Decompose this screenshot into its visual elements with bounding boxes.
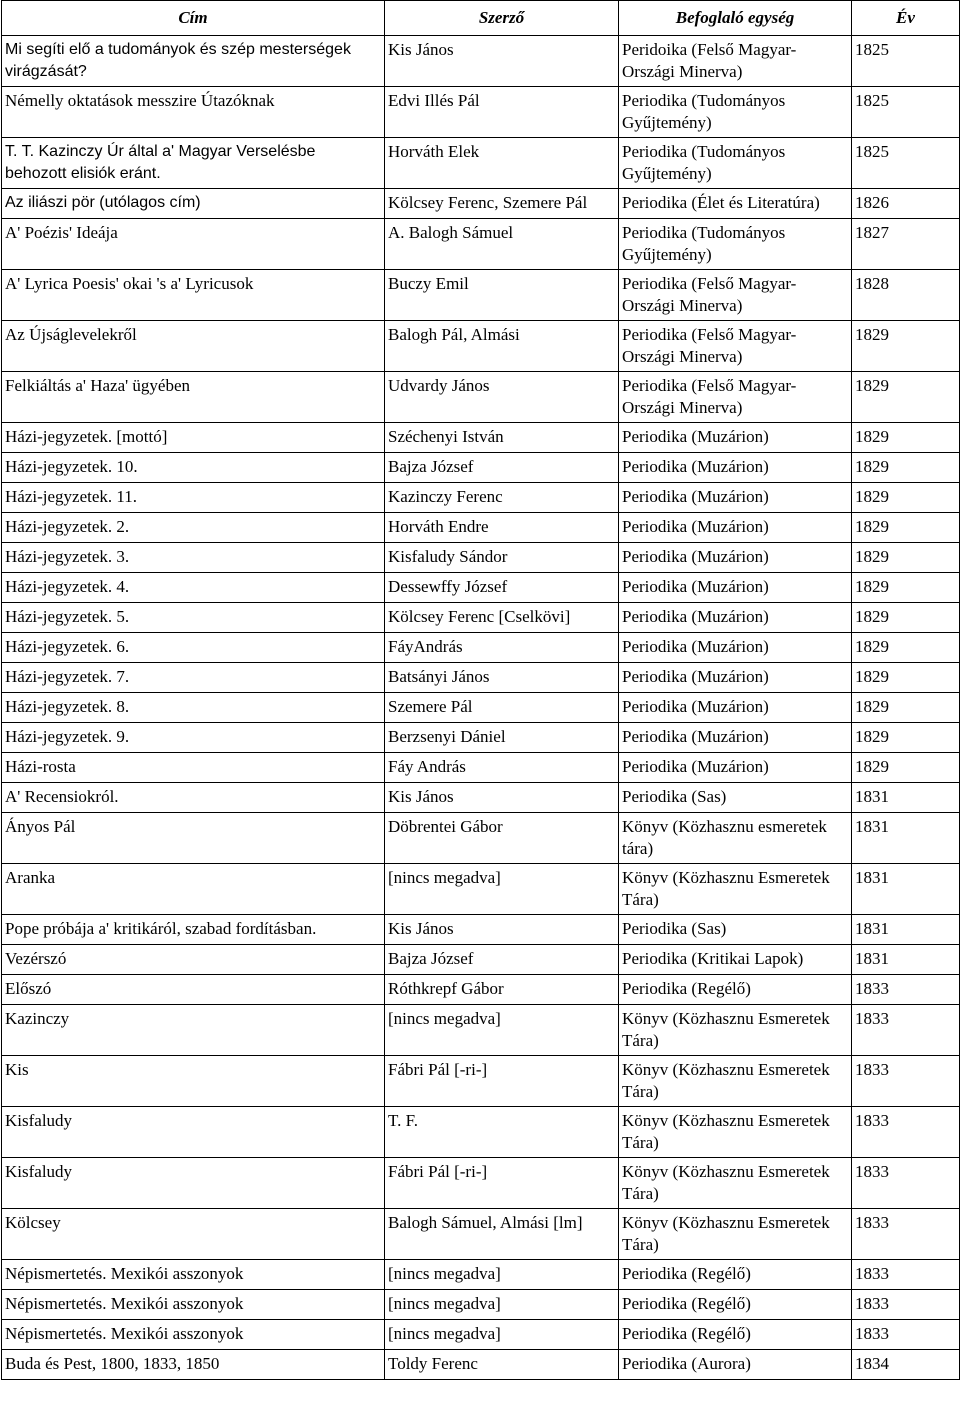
source-cell: Periodika (Tudományos Gyűjtemény) bbox=[619, 219, 852, 270]
author-cell: Kis János bbox=[385, 36, 619, 87]
title-cell: Házi-rosta bbox=[2, 753, 385, 783]
author-cell: Horváth Endre bbox=[385, 513, 619, 543]
author-cell: [nincs megadva] bbox=[385, 1260, 619, 1290]
author-cell: Udvardy János bbox=[385, 372, 619, 423]
source-cell: Periodika (Muzárion) bbox=[619, 573, 852, 603]
year-cell: 1831 bbox=[852, 945, 960, 975]
year-cell: 1833 bbox=[852, 1260, 960, 1290]
table-row bbox=[2, 321, 960, 372]
year-cell: 1831 bbox=[852, 864, 960, 915]
author-cell: Toldy Ferenc bbox=[385, 1350, 619, 1380]
year-cell: 1829 bbox=[852, 693, 960, 723]
table-row bbox=[2, 663, 960, 693]
table-row bbox=[2, 753, 960, 783]
author-cell: Kölcsey Ferenc [Cselkövi] bbox=[385, 603, 619, 633]
table-row bbox=[2, 1209, 960, 1260]
table-row bbox=[2, 219, 960, 270]
author-cell: Edvi Illés Pál bbox=[385, 87, 619, 138]
author-cell: [nincs megadva] bbox=[385, 1005, 619, 1056]
author-cell: Széchenyi István bbox=[385, 423, 619, 453]
year-cell: 1825 bbox=[852, 36, 960, 87]
source-cell: Periodika (Sas) bbox=[619, 783, 852, 813]
author-cell: T. F. bbox=[385, 1107, 619, 1158]
year-cell: 1829 bbox=[852, 513, 960, 543]
source-cell: Periodika (Regélő) bbox=[619, 1260, 852, 1290]
table-row bbox=[2, 372, 960, 423]
author-cell: Dessewffy József bbox=[385, 573, 619, 603]
bibliography-table bbox=[1, 0, 960, 1380]
source-cell: Periodika (Élet és Literatúra) bbox=[619, 189, 852, 219]
title-cell: Kisfaludy bbox=[2, 1107, 385, 1158]
source-cell: Periodika (Felső Magyar-Országi Minerva) bbox=[619, 270, 852, 321]
title-cell: Kisfaludy bbox=[2, 1158, 385, 1209]
title-cell: A' Lyrica Poesis' okai 's a' Lyricusok bbox=[2, 270, 385, 321]
source-cell: Könyv (Közhasznu Esmeretek Tára) bbox=[619, 1209, 852, 1260]
title-cell: Házi-jegyzetek. 8. bbox=[2, 693, 385, 723]
author-cell: A. Balogh Sámuel bbox=[385, 219, 619, 270]
year-cell: 1829 bbox=[852, 753, 960, 783]
table-row bbox=[2, 1320, 960, 1350]
title-cell: Az iliászi pör (utólagos cím) bbox=[2, 189, 385, 219]
title-cell: Vezérszó bbox=[2, 945, 385, 975]
year-cell: 1829 bbox=[852, 423, 960, 453]
source-cell: Periodika (Muzárion) bbox=[619, 753, 852, 783]
table-row bbox=[2, 1290, 960, 1320]
title-cell: Házi-jegyzetek. [mottó] bbox=[2, 423, 385, 453]
title-cell: A' Poézis' Ideája bbox=[2, 219, 385, 270]
title-cell: Házi-jegyzetek. 6. bbox=[2, 633, 385, 663]
year-cell: 1833 bbox=[852, 1209, 960, 1260]
title-cell: Házi-jegyzetek. 2. bbox=[2, 513, 385, 543]
table-row bbox=[2, 1260, 960, 1290]
title-cell: Házi-jegyzetek. 11. bbox=[2, 483, 385, 513]
table-row bbox=[2, 1005, 960, 1056]
author-cell: Horváth Elek bbox=[385, 138, 619, 189]
author-cell: Fábri Pál [-ri-] bbox=[385, 1158, 619, 1209]
title-cell: Előszó bbox=[2, 975, 385, 1005]
title-cell: Házi-jegyzetek. 10. bbox=[2, 453, 385, 483]
author-cell: Fáy András bbox=[385, 753, 619, 783]
title-cell: Népismertetés. Mexikói asszonyok bbox=[2, 1320, 385, 1350]
year-cell: 1833 bbox=[852, 1107, 960, 1158]
table-row bbox=[2, 693, 960, 723]
column-header-source: Befoglaló egység bbox=[619, 1, 852, 36]
title-cell: Pope próbája a' kritikáról, szabad fordításban. bbox=[2, 915, 385, 945]
year-cell: 1833 bbox=[852, 1005, 960, 1056]
source-cell: Periodika (Muzárion) bbox=[619, 483, 852, 513]
title-cell: T. T. Kazinczy Úr által a' Magyar Verselésbe behozott elisiók eránt. bbox=[2, 138, 385, 189]
table-row bbox=[2, 483, 960, 513]
author-cell: Kis János bbox=[385, 915, 619, 945]
source-cell: Periodika (Muzárion) bbox=[619, 423, 852, 453]
author-cell: [nincs megadva] bbox=[385, 1290, 619, 1320]
table-row bbox=[2, 915, 960, 945]
source-cell: Könyv (Közhasznu Esmeretek Tára) bbox=[619, 864, 852, 915]
year-cell: 1827 bbox=[852, 219, 960, 270]
source-cell: Periodika (Muzárion) bbox=[619, 633, 852, 663]
year-cell: 1829 bbox=[852, 453, 960, 483]
source-cell: Periodika (Muzárion) bbox=[619, 453, 852, 483]
year-cell: 1831 bbox=[852, 813, 960, 864]
title-cell: Mi segíti elő a tudományok és szép mesterségek virágzását? bbox=[2, 36, 385, 87]
author-cell: Buczy Emil bbox=[385, 270, 619, 321]
author-cell: Balogh Sámuel, Almási [lm] bbox=[385, 1209, 619, 1260]
source-cell: Könyv (Közhasznu Esmeretek Tára) bbox=[619, 1107, 852, 1158]
year-cell: 1833 bbox=[852, 975, 960, 1005]
source-cell: Periodika (Muzárion) bbox=[619, 603, 852, 633]
table-row bbox=[2, 36, 960, 87]
title-cell: Házi-jegyzetek. 3. bbox=[2, 543, 385, 573]
author-cell: Berzsenyi Dániel bbox=[385, 723, 619, 753]
author-cell: Balogh Pál, Almási bbox=[385, 321, 619, 372]
source-cell: Könyv (Közhasznu Esmeretek Tára) bbox=[619, 1158, 852, 1209]
year-cell: 1828 bbox=[852, 270, 960, 321]
table-row bbox=[2, 270, 960, 321]
title-cell: Kis bbox=[2, 1056, 385, 1107]
year-cell: 1829 bbox=[852, 723, 960, 753]
title-cell: Házi-jegyzetek. 4. bbox=[2, 573, 385, 603]
title-cell: Kazinczy bbox=[2, 1005, 385, 1056]
table-row bbox=[2, 813, 960, 864]
author-cell: [nincs megadva] bbox=[385, 864, 619, 915]
author-cell: Batsányi János bbox=[385, 663, 619, 693]
title-cell: Házi-jegyzetek. 7. bbox=[2, 663, 385, 693]
table-row bbox=[2, 189, 960, 219]
title-cell: Némelly oktatások messzire Útazóknak bbox=[2, 87, 385, 138]
source-cell: Könyv (Közhasznu Esmeretek Tára) bbox=[619, 1056, 852, 1107]
author-cell: Kisfaludy Sándor bbox=[385, 543, 619, 573]
column-header-year: Év bbox=[852, 1, 960, 36]
table-row bbox=[2, 1107, 960, 1158]
table-row bbox=[2, 543, 960, 573]
year-cell: 1833 bbox=[852, 1320, 960, 1350]
year-cell: 1829 bbox=[852, 372, 960, 423]
title-cell: Népismertetés. Mexikói asszonyok bbox=[2, 1290, 385, 1320]
title-cell: Aranka bbox=[2, 864, 385, 915]
source-cell: Periodika (Kritikai Lapok) bbox=[619, 945, 852, 975]
source-cell: Periodika (Tudományos Gyűjtemény) bbox=[619, 87, 852, 138]
year-cell: 1831 bbox=[852, 915, 960, 945]
title-cell: Felkiáltás a' Haza' ügyében bbox=[2, 372, 385, 423]
source-cell: Periodika (Muzárion) bbox=[619, 693, 852, 723]
author-cell: FáyAndrás bbox=[385, 633, 619, 663]
table-row bbox=[2, 513, 960, 543]
source-cell: Periodika (Muzárion) bbox=[619, 663, 852, 693]
title-cell: Ányos Pál bbox=[2, 813, 385, 864]
year-cell: 1829 bbox=[852, 573, 960, 603]
author-cell: Fábri Pál [-ri-] bbox=[385, 1056, 619, 1107]
author-cell: Kazinczy Ferenc bbox=[385, 483, 619, 513]
author-cell: Róthkrepf Gábor bbox=[385, 975, 619, 1005]
table-row bbox=[2, 453, 960, 483]
source-cell: Periodika (Aurora) bbox=[619, 1350, 852, 1380]
title-cell: Népismertetés. Mexikói asszonyok bbox=[2, 1260, 385, 1290]
author-cell: Szemere Pál bbox=[385, 693, 619, 723]
year-cell: 1825 bbox=[852, 138, 960, 189]
year-cell: 1829 bbox=[852, 663, 960, 693]
source-cell: Periodika (Muzárion) bbox=[619, 723, 852, 753]
year-cell: 1829 bbox=[852, 633, 960, 663]
title-cell: Buda és Pest, 1800, 1833, 1850 bbox=[2, 1350, 385, 1380]
table-row bbox=[2, 975, 960, 1005]
year-cell: 1833 bbox=[852, 1158, 960, 1209]
table-row bbox=[2, 1158, 960, 1209]
table-row bbox=[2, 864, 960, 915]
source-cell: Periodika (Felső Magyar-Országi Minerva) bbox=[619, 372, 852, 423]
source-cell: Könyv (Közhasznu esmeretek tára) bbox=[619, 813, 852, 864]
source-cell: Periodika (Muzárion) bbox=[619, 543, 852, 573]
author-cell: Döbrentei Gábor bbox=[385, 813, 619, 864]
source-cell: Könyv (Közhasznu Esmeretek Tára) bbox=[619, 1005, 852, 1056]
year-cell: 1831 bbox=[852, 783, 960, 813]
author-cell: Kölcsey Ferenc, Szemere Pál bbox=[385, 189, 619, 219]
source-cell: Periodika (Felső Magyar-Országi Minerva) bbox=[619, 321, 852, 372]
table-row bbox=[2, 603, 960, 633]
title-cell: Házi-jegyzetek. 9. bbox=[2, 723, 385, 753]
author-cell: [nincs megadva] bbox=[385, 1320, 619, 1350]
table-row bbox=[2, 87, 960, 138]
table-body bbox=[2, 36, 960, 1380]
table-row bbox=[2, 573, 960, 603]
column-header-author: Szerző bbox=[385, 1, 619, 36]
source-cell: Periodika (Regélő) bbox=[619, 975, 852, 1005]
source-cell: Periodika (Regélő) bbox=[619, 1320, 852, 1350]
year-cell: 1833 bbox=[852, 1290, 960, 1320]
title-cell: Házi-jegyzetek. 5. bbox=[2, 603, 385, 633]
source-cell: Periodika (Tudományos Gyűjtemény) bbox=[619, 138, 852, 189]
table-row bbox=[2, 1350, 960, 1380]
year-cell: 1829 bbox=[852, 603, 960, 633]
year-cell: 1825 bbox=[852, 87, 960, 138]
author-cell: Bajza József bbox=[385, 453, 619, 483]
year-cell: 1829 bbox=[852, 543, 960, 573]
year-cell: 1829 bbox=[852, 483, 960, 513]
table-row bbox=[2, 945, 960, 975]
table-row bbox=[2, 1056, 960, 1107]
header-row bbox=[2, 1, 960, 36]
title-cell: Kölcsey bbox=[2, 1209, 385, 1260]
source-cell: Periodika (Sas) bbox=[619, 915, 852, 945]
column-header-title: Cím bbox=[2, 1, 385, 36]
author-cell: Bajza József bbox=[385, 945, 619, 975]
year-cell: 1834 bbox=[852, 1350, 960, 1380]
title-cell: A' Recensiokról. bbox=[2, 783, 385, 813]
source-cell: Peridoika (Felső Magyar-Országi Minerva) bbox=[619, 36, 852, 87]
year-cell: 1829 bbox=[852, 321, 960, 372]
table-row bbox=[2, 423, 960, 453]
source-cell: Periodika (Muzárion) bbox=[619, 513, 852, 543]
source-cell: Periodika (Regélő) bbox=[619, 1290, 852, 1320]
table-row bbox=[2, 633, 960, 663]
author-cell: Kis János bbox=[385, 783, 619, 813]
table-row bbox=[2, 723, 960, 753]
year-cell: 1826 bbox=[852, 189, 960, 219]
table-row bbox=[2, 783, 960, 813]
title-cell: Az Újságlevelekről bbox=[2, 321, 385, 372]
year-cell: 1833 bbox=[852, 1056, 960, 1107]
table-row bbox=[2, 138, 960, 189]
